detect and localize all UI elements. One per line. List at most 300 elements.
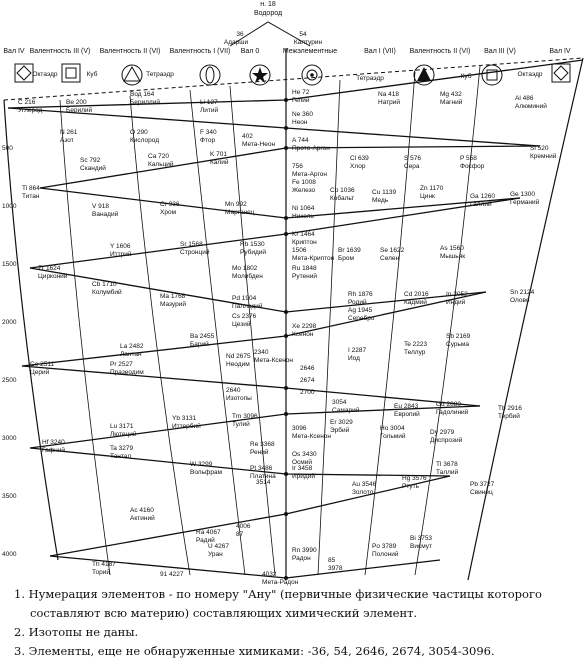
element-name: Уран: [208, 551, 223, 558]
element-label: [232, 265, 263, 280]
element-name: Лантан: [120, 351, 142, 358]
element-symbol: 402: [242, 133, 253, 140]
element-label: [446, 333, 471, 348]
element-name: 3978: [328, 565, 343, 572]
valence-header: Вал IV: [3, 48, 25, 55]
element-name: Мета-Ксенон: [292, 433, 332, 440]
element-label: [292, 547, 317, 562]
tetrahedron-icon: [122, 65, 142, 85]
element-name: Изотопы: [226, 395, 252, 402]
element-label: [292, 323, 317, 338]
element-name: Неодим: [226, 361, 250, 368]
element-label: [372, 189, 396, 204]
octahedron-right-icon: [552, 64, 570, 82]
top-element-name: Водород: [253, 10, 283, 17]
scale-tick: 1500: [2, 261, 17, 268]
element-label: [292, 111, 313, 126]
element-label: [236, 523, 251, 538]
node-dot: [284, 310, 288, 314]
element-name: Радий: [196, 537, 215, 544]
element-label: [210, 151, 229, 166]
element-symbol: Th 4187: [92, 561, 116, 568]
element-name: Ртуть: [402, 483, 419, 490]
element-symbol: Cb 1710: [92, 281, 117, 288]
scale-tick: 4000: [2, 551, 17, 558]
element-label: [330, 419, 353, 434]
element-name: Криптон: [292, 239, 317, 246]
node-dot: [284, 126, 288, 130]
spiral-icon: [302, 65, 322, 85]
element-name: Эрбий: [330, 427, 350, 434]
element-label: [380, 247, 405, 262]
element-label: [338, 247, 361, 262]
element-symbol: Ru 1848: [292, 265, 317, 272]
element-name: Мета-Ксенон: [254, 357, 294, 364]
element-symbol: 3054: [332, 399, 347, 406]
element-name: Гольмий: [380, 433, 406, 440]
element-name: Платина: [250, 473, 276, 480]
element-name: Осмий: [292, 459, 313, 466]
element-label: [350, 155, 369, 170]
ellipse-icon: [200, 65, 220, 85]
element-name: Цинк: [420, 193, 435, 200]
element-name: Галлий: [470, 201, 492, 208]
element-name: Торий: [92, 569, 110, 576]
element-symbol: Eu 2843: [394, 403, 419, 410]
element-label: [460, 155, 485, 170]
element-name: Родий: [348, 299, 367, 306]
element-symbol: Pt 3486: [250, 465, 273, 472]
element-label: [160, 293, 186, 308]
element-name: Сера: [404, 163, 420, 170]
element-label: [348, 347, 366, 362]
element-label: [232, 413, 258, 428]
element-name: Мета-Радон: [262, 579, 299, 586]
element-symbol: 2646: [300, 365, 315, 372]
element-label: [200, 99, 219, 114]
element-label: [440, 245, 465, 260]
element-label: [232, 295, 263, 310]
element-symbol: Rn 3990: [292, 547, 317, 554]
element-name: Иод: [348, 355, 360, 362]
valence-header: Валентность I (VII): [169, 48, 231, 55]
element-symbol: In 2052: [446, 291, 468, 298]
element-name: Ксенон: [292, 331, 314, 338]
element-symbol: Er 3029: [330, 419, 353, 426]
form-label: Тетраэдр: [356, 75, 384, 82]
element-symbol: Ba 2455: [190, 333, 215, 340]
element-name: Мышьяк: [440, 253, 466, 260]
form-label: Октаэдр: [32, 71, 58, 78]
node-dot: [284, 472, 288, 476]
element-name: Калий: [210, 159, 229, 166]
element-symbol: Ac 4160: [130, 507, 154, 514]
element-name: Кобальт: [330, 195, 355, 202]
element-symbol: La 2482: [120, 343, 144, 350]
element-name: Кремний: [530, 153, 557, 160]
element-label: [256, 479, 271, 486]
element-symbol: Kr 1464: [292, 231, 315, 238]
element-name: Иридий: [292, 473, 315, 480]
element-symbol: V 918: [92, 203, 109, 210]
element-symbol: Sr 1568: [180, 241, 203, 248]
element-symbol: Dy 2979: [430, 429, 455, 436]
element-label: [498, 405, 522, 420]
element-name: Мета-Криптон: [292, 255, 335, 262]
element-label: [292, 231, 317, 246]
element-symbol: Ge 1300: [510, 191, 535, 198]
element-symbol: Te 2223: [404, 341, 428, 348]
element-label: [300, 389, 315, 396]
element-label: [440, 91, 463, 106]
element-name: Иттербий: [172, 423, 201, 430]
element-symbol: Se 1622: [380, 247, 405, 254]
element-name: Лютеций: [110, 431, 137, 438]
element-name: Углерод: [18, 107, 43, 114]
element-symbol: P 558: [460, 155, 477, 162]
node-dot: [284, 386, 288, 390]
valence-headers: [3, 48, 571, 55]
element-name: Теллур: [404, 349, 426, 356]
valence-header: Межэлементные: [282, 48, 338, 55]
form-label: Тетраэдр: [146, 71, 174, 78]
element-label: [404, 341, 428, 356]
element-label: [292, 265, 317, 280]
element-symbol: Sb 2169: [446, 333, 471, 340]
node-dot: [284, 216, 288, 220]
element-label: [242, 133, 275, 148]
adarshi-number: 36: [236, 31, 244, 38]
element-symbol: Fe 1008: [292, 179, 316, 186]
element-name: Тулий: [232, 421, 250, 428]
element-label: [410, 535, 432, 550]
element-label: [515, 95, 547, 110]
element-label: [292, 89, 310, 104]
cube-icon: [62, 64, 80, 82]
element-label: [436, 401, 469, 416]
element-name: Тантал: [110, 453, 132, 460]
element-symbol: I 2287: [348, 347, 367, 354]
element-symbol: O 290: [130, 129, 148, 136]
element-symbol: 2674: [300, 377, 315, 384]
star-icon: [250, 65, 270, 85]
adarshi-label: Адарши: [223, 39, 249, 46]
element-name: Гадолиний: [436, 409, 469, 416]
kaluturi-label: Калтурин: [293, 39, 323, 46]
element-label: [378, 91, 400, 106]
element-label: [42, 439, 65, 454]
element-symbol: С 216: [18, 99, 36, 106]
element-name: Фтор: [200, 137, 216, 144]
element-name: Фосфор: [460, 163, 485, 170]
element-label: [172, 415, 201, 430]
element-name: Рутений: [292, 273, 317, 280]
element-label: [22, 185, 40, 200]
element-label: [332, 399, 360, 414]
element-symbol: Na 418: [378, 91, 399, 98]
element-label: [470, 481, 495, 496]
scale-tick: 2500: [2, 377, 17, 384]
element-label: [420, 185, 444, 200]
element-name: Церий: [30, 369, 50, 376]
element-label: [110, 243, 132, 258]
valence-header: Вал I (VII): [364, 48, 396, 55]
element-label: [226, 353, 251, 368]
element-label: [130, 507, 155, 522]
element-name: Железо: [292, 187, 316, 194]
right-boundary-curve: [468, 58, 583, 580]
element-symbol: W 3299: [190, 461, 213, 468]
element-label: [348, 307, 375, 322]
node-dot: [284, 334, 288, 338]
element-name: Олово: [510, 297, 530, 304]
element-symbol: U 4267: [208, 543, 229, 550]
element-name: Празеодим: [110, 369, 144, 376]
element-symbol: Gd 2880: [436, 401, 461, 408]
form-icons-row: [15, 64, 570, 85]
element-label: [225, 201, 255, 216]
element-name: Гелий: [292, 97, 310, 104]
element-symbol: Ni 1064: [292, 205, 315, 212]
element-label: [292, 137, 330, 152]
element-label: [110, 423, 137, 438]
element-label: [196, 529, 221, 544]
element-symbol: 2640: [226, 387, 241, 394]
element-name: Вольфрам: [190, 469, 223, 476]
footnotes: [14, 585, 584, 661]
element-label: [292, 205, 315, 220]
element-name: Прото-Аргон: [292, 145, 330, 152]
element-name: Берилий: [66, 107, 93, 114]
scale-tick: 500: [2, 145, 13, 152]
element-name: Магний: [440, 99, 463, 106]
element-symbol: Ne 360: [292, 111, 313, 118]
element-label: [372, 543, 399, 558]
valence-header: Валентность II (VI): [409, 48, 471, 55]
element-label: [66, 99, 93, 114]
scale-tick: 3000: [2, 435, 17, 442]
element-symbol: Zr 1624: [38, 265, 61, 272]
scale-tick: 1000: [2, 203, 17, 210]
element-name: Медь: [372, 197, 389, 204]
element-symbol: Ti 864: [22, 185, 40, 192]
node-dot: [284, 232, 288, 236]
element-name: Рений: [250, 449, 269, 456]
top-number: н. 18: [260, 1, 276, 8]
element-symbol: 2340: [254, 349, 269, 356]
element-symbol: Ga 1260: [470, 193, 495, 200]
element-symbol: 4032: [262, 571, 277, 578]
kaluturi-number: 54: [299, 31, 307, 38]
element-name: Мета-Аргон: [292, 171, 327, 178]
element-label: [38, 265, 68, 280]
element-name: Самарий: [332, 407, 360, 414]
element-name: Бериллий: [130, 99, 160, 106]
element-label: [380, 425, 406, 440]
element-name: Висмут: [410, 543, 432, 550]
element-label: [80, 157, 106, 172]
node-dot: [284, 146, 288, 150]
element-symbol: 91 4227: [160, 571, 184, 578]
node-dot: [284, 512, 288, 516]
element-name: Актиний: [130, 515, 155, 522]
valence-header: Вал III (V): [484, 48, 516, 55]
element-label: [18, 99, 43, 114]
note-2: 2. Изотопы не даны.: [14, 625, 139, 639]
element-symbol: Au 3546: [352, 481, 377, 488]
element-symbol: Xe 2298: [292, 323, 317, 330]
element-label: [292, 451, 317, 466]
element-label: [60, 129, 78, 144]
element-symbol: Co 1036: [330, 187, 355, 194]
element-name: Азот: [60, 137, 74, 144]
element-label: [92, 203, 119, 218]
element-symbol: Cl 639: [350, 155, 369, 162]
element-label: [254, 349, 293, 364]
element-symbol: Sc 792: [80, 157, 101, 164]
element-label: [300, 377, 315, 384]
form-label: Куб: [460, 73, 472, 80]
element-label: [436, 461, 459, 476]
element-name: Европий: [394, 411, 420, 418]
element-label: [404, 155, 421, 170]
element-label: [190, 461, 223, 476]
element-name: Барий: [190, 341, 209, 348]
element-symbol: Rh 1876: [348, 291, 373, 298]
element-symbol: 756: [292, 163, 303, 170]
element-label: [250, 441, 275, 456]
valence-header: Вал 0: [240, 48, 260, 55]
element-name: Бром: [338, 255, 354, 262]
valence-header: Валентность II (VI): [99, 48, 161, 55]
element-label: [148, 153, 174, 168]
element-name: Серебро: [348, 315, 375, 322]
valence-header: Вал IV: [549, 48, 571, 55]
element-name: Сурьма: [446, 341, 469, 348]
element-label: [430, 429, 463, 444]
element-label: [292, 465, 315, 480]
element-label: [200, 129, 217, 144]
element-symbol: Ce 2511: [30, 361, 55, 368]
element-name: Рубидий: [240, 249, 267, 256]
element-label: [208, 543, 229, 558]
element-label: [510, 191, 540, 206]
element-label: [240, 241, 266, 256]
element-symbol: Ca 720: [148, 153, 169, 160]
element-label: [226, 387, 252, 402]
element-symbol: Ta 3279: [110, 445, 134, 452]
element-name: Кислород: [130, 137, 160, 144]
element-name: Палладий: [232, 303, 263, 310]
element-symbol: Pd 1904: [232, 295, 257, 302]
element-symbol: Nd 2675: [226, 353, 251, 360]
element-symbol: Pr 2527: [110, 361, 133, 368]
element-name: Иттрий: [110, 251, 132, 258]
element-name: 87: [236, 531, 244, 538]
element-name: Титан: [22, 193, 40, 200]
element-symbol: Ra 4067: [196, 529, 221, 536]
element-symbol: Cs 2376: [232, 313, 257, 320]
element-symbol: 1506: [292, 247, 307, 254]
element-name: Хром: [160, 209, 177, 216]
element-symbol: Si 520: [530, 145, 549, 152]
element-label: [394, 403, 420, 418]
element-label: [510, 289, 535, 304]
element-name: Натрий: [378, 99, 401, 106]
element-label: [352, 481, 377, 496]
element-symbol: Yb 3131: [172, 415, 197, 422]
element-symbol: Вод 164: [130, 91, 155, 98]
element-label: [130, 129, 159, 144]
element-name: Неон: [292, 119, 308, 126]
element-symbol: Ir 3458: [292, 465, 313, 472]
element-name: Алюминий: [515, 103, 547, 110]
element-label: [404, 291, 429, 306]
element-symbol: Li 127: [200, 99, 218, 106]
element-label: [92, 561, 116, 576]
octahedron-icon: [15, 64, 33, 82]
element-symbol: Os 3430: [292, 451, 317, 458]
element-symbol: Bi 3753: [410, 535, 433, 542]
note-1-cont: составляют всю материю) составляющих химический элемент.: [30, 606, 418, 620]
element-name: Марганец: [225, 209, 255, 216]
scale-tick: 3500: [2, 493, 17, 500]
element-name: Стронций: [180, 249, 210, 256]
element-label: [292, 425, 331, 440]
element-symbol: Zn 1170: [420, 185, 444, 192]
element-symbol: 3096: [292, 425, 307, 432]
element-label: [180, 241, 210, 256]
element-name: Кадмий: [404, 299, 427, 306]
cube-right-icon: [482, 65, 502, 85]
element-symbol: As 1560: [440, 245, 464, 252]
element-label: [292, 163, 327, 178]
element-name: Колумбий: [92, 289, 122, 296]
element-label: [292, 179, 316, 194]
element-name: Гафний: [42, 447, 65, 454]
element-label: [110, 361, 144, 376]
element-label: [300, 365, 315, 372]
element-label: [328, 557, 343, 572]
element-symbol: Ag 1945: [348, 307, 373, 314]
element-symbol: Ma 1768: [160, 293, 186, 300]
element-symbol: Rb 1530: [240, 241, 265, 248]
element-symbol: Al 486: [515, 95, 534, 102]
element-name: Цирконий: [38, 273, 68, 280]
element-label: [292, 247, 335, 262]
element-label: [110, 445, 134, 460]
scale-tick: 2000: [2, 319, 17, 326]
element-name: Золото: [352, 489, 374, 496]
element-name: Свинец: [470, 489, 493, 496]
element-symbol: Po 3789: [372, 543, 397, 550]
valence-header: Валентность III (V): [29, 48, 91, 55]
element-name: Германий: [510, 199, 540, 206]
element-symbol: Ве 200: [66, 99, 87, 106]
element-symbol: Hg 3576: [402, 475, 427, 482]
element-name: Никель: [292, 213, 314, 220]
element-symbol: 3514: [256, 479, 271, 486]
form-label: Куб: [86, 71, 98, 78]
element-symbol: Cd 2016: [404, 291, 429, 298]
element-symbol: A 744: [292, 137, 309, 144]
node-dot: [284, 412, 288, 416]
zigzag-segment: [30, 448, 450, 476]
element-symbol: Br 1639: [338, 247, 361, 254]
element-symbol: N 261: [60, 129, 78, 136]
element-symbol: Sn 2124: [510, 289, 535, 296]
note-3: 3. Элементы, еще не обнаруженные химиками: -36, 54, 2646, 2674, 3054-3096.: [14, 644, 495, 658]
